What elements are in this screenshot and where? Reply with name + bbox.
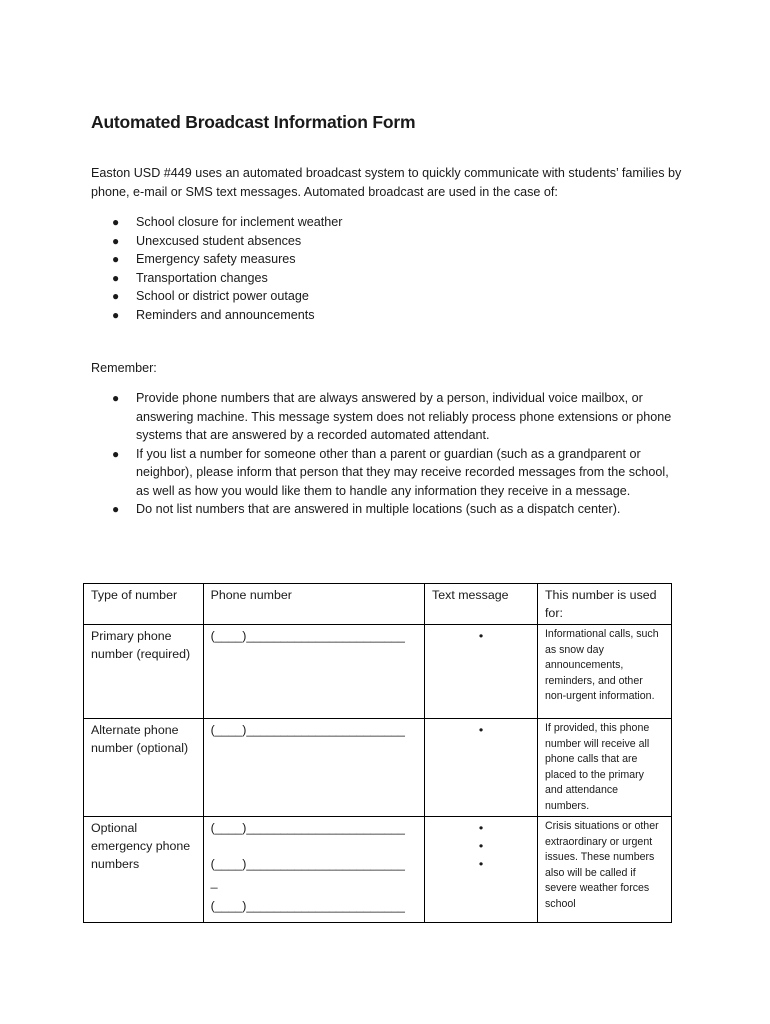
bullet-icon: ● xyxy=(112,233,120,248)
row-usage: Crisis situations or other extraordinary or urgent issues. These numbers also will be called if severe weather forces school xyxy=(537,817,671,923)
header-type: Type of number xyxy=(84,584,204,625)
row-usage: If provided, this phone number will receive all phone calls that are placed to the primary and attendance numbers. xyxy=(537,719,671,817)
list-item: ● If you list a number for someone other than a parent or guardian (such as a grandparent or neighbor), please inform that person that they may receive recorded messages from the school, as well as how you would like them to handle any information they receive in a message. xyxy=(112,446,669,498)
header-text: Text message xyxy=(425,584,538,625)
phone-trail: _ xyxy=(210,875,218,889)
text-message-option[interactable] xyxy=(425,719,538,817)
phone-field[interactable]: (____)_______________________ xyxy=(210,899,405,913)
bullet-icon: ● xyxy=(112,270,120,285)
bullet-icon: ● xyxy=(112,215,120,229)
text-message-option[interactable] xyxy=(425,625,538,719)
list-item: ● Provide phone numbers that are always answered by a person, individual voice mailbox, or answering machine. This message system does not reliably process phone extensions or phone systems that are answered by a recorded automated attendant. xyxy=(112,391,672,442)
phone-field[interactable]: (____)_______________________ xyxy=(203,625,424,719)
bullet-icon: • xyxy=(478,839,484,853)
bullet-icon: ● xyxy=(112,446,120,461)
row-type: Primary phone number (required) xyxy=(84,625,204,719)
broadcast-cases-list xyxy=(91,213,491,324)
phone-field[interactable]: (____)_______________________ xyxy=(210,821,405,835)
remember-heading: Remember: xyxy=(91,361,157,375)
bullet-icon: ● xyxy=(112,307,120,322)
list-item: ● Unexcused student absences xyxy=(91,232,491,251)
table-row xyxy=(84,817,672,923)
header-usage: This number is used for: xyxy=(537,584,671,625)
list-item: ● School or district power outage xyxy=(91,287,491,306)
row-usage: Informational calls, such as snow day announcements, reminders, and other non-urgent information. xyxy=(537,625,671,719)
bullet-icon: • xyxy=(478,857,484,871)
list-item: ● Reminders and announcements xyxy=(91,306,491,325)
remember-list xyxy=(91,389,681,519)
bullet-icon: ● xyxy=(112,252,120,266)
table-row xyxy=(84,625,672,719)
list-item: ● School closure for inclement weather xyxy=(91,213,491,232)
bullet-icon: • xyxy=(478,723,484,737)
phone-field[interactable]: (____)_______________________ xyxy=(203,719,424,817)
bullet-icon: ● xyxy=(112,391,120,405)
phone-number-table xyxy=(83,583,672,923)
row-type: Optional emergency phone numbers xyxy=(84,817,204,923)
phone-field[interactable]: (____)_______________________ xyxy=(210,857,405,871)
list-item: ● Do not list numbers that are answered in multiple locations (such as a dispatch center). xyxy=(91,500,681,519)
intro-paragraph: Easton USD #449 uses an automated broadcast system to quickly communicate with students’ families by phone, e-mail or SMS text messages. Automated broadcast are used in the case of: xyxy=(91,166,682,199)
list-item: ● Emergency safety measures xyxy=(91,250,491,269)
header-phone: Phone number xyxy=(203,584,424,625)
bullet-icon: ● xyxy=(112,502,120,516)
list-item: ● Transportation changes xyxy=(91,269,491,288)
bullet-icon: • xyxy=(478,629,484,643)
page-title: Automated Broadcast Information Form xyxy=(91,112,416,132)
row-type: Alternate phone number (optional) xyxy=(84,719,204,817)
table-header-row xyxy=(84,584,672,625)
text-message-options[interactable] xyxy=(425,817,538,923)
table-row xyxy=(84,719,672,817)
bullet-icon: ● xyxy=(112,289,120,303)
bullet-icon: • xyxy=(478,821,484,835)
phone-field-group[interactable] xyxy=(203,817,424,923)
